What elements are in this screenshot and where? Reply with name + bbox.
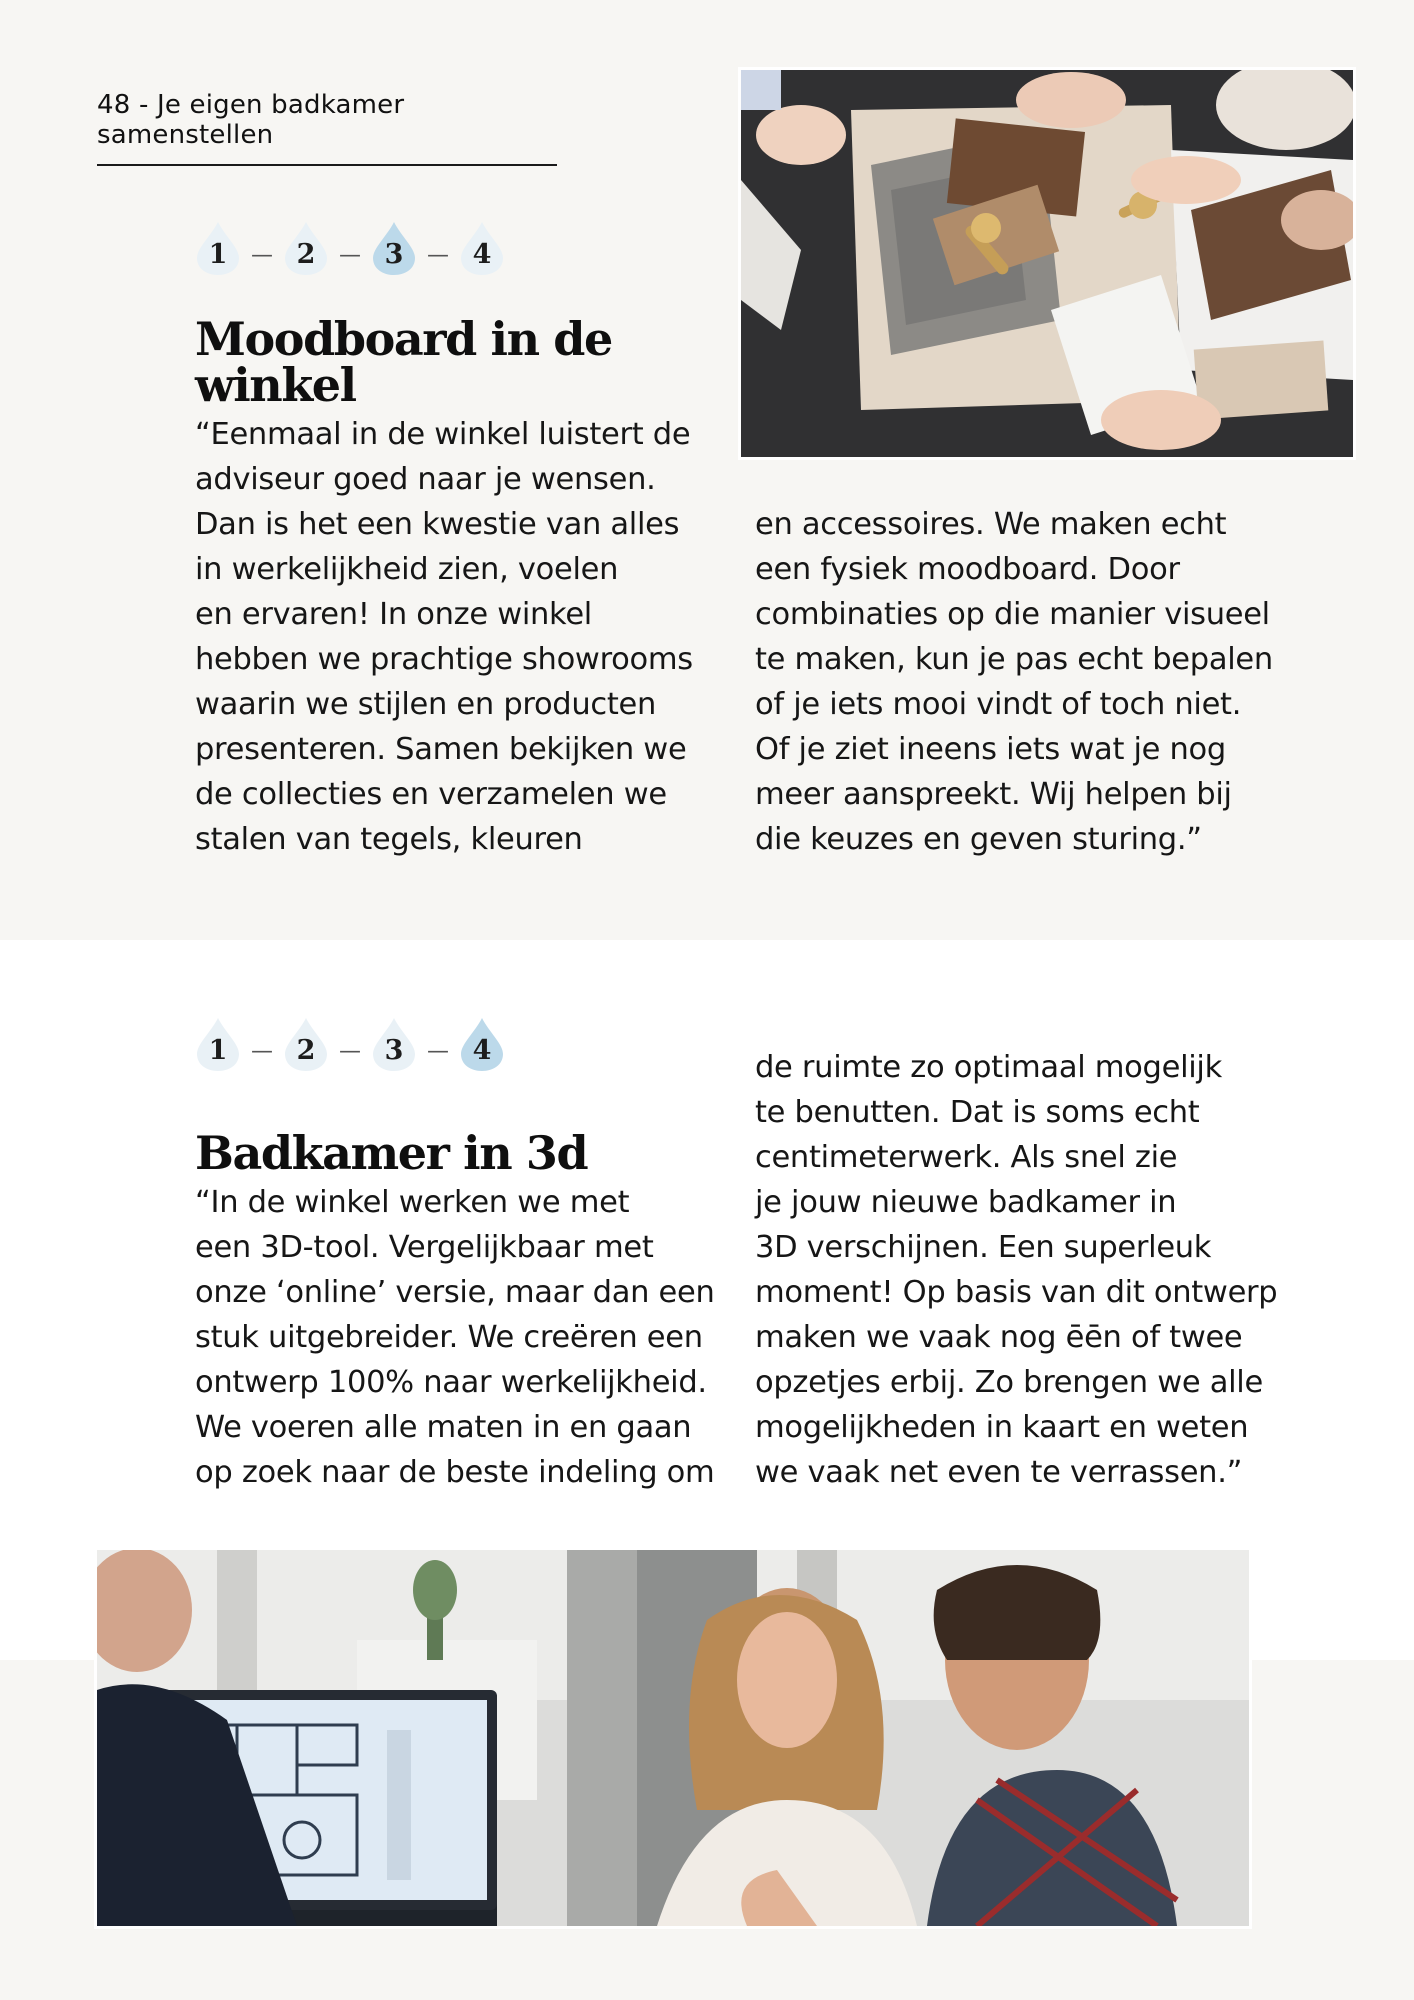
- step-2: [283, 1016, 329, 1072]
- section2-column2: de ruimte zo optimaal mogelijk te benutten. Dat is soms echt centimeterwerk. Als snel zie je jouw nieuwe badkamer in 3D verschijnen. Een superleuk moment! Op basis van dit ontwerp maken we vaak nog ēēn of twee opzetjes erbij. Zo brengen we alle mogelijkheden in kaart en weten we vaak net even te verrassen.”: [755, 1050, 1278, 1490]
- step-number: 4: [472, 1035, 492, 1066]
- step-3: [371, 1016, 417, 1072]
- section1-title-line2: winkel: [195, 358, 356, 412]
- step-3-active: [371, 220, 417, 276]
- showroom-3d-photo: [94, 1547, 1252, 1929]
- step-separator: —: [427, 242, 449, 268]
- section1-title: [195, 312, 612, 412]
- step-indicator-2: [195, 1016, 505, 1072]
- step-separator: —: [339, 242, 361, 268]
- step-separator: —: [339, 1038, 361, 1064]
- step-indicator-1: [195, 220, 505, 276]
- step-number: 3: [384, 239, 404, 270]
- step-number: 2: [296, 1035, 316, 1066]
- step-2: [283, 220, 329, 276]
- step-separator: —: [251, 242, 273, 268]
- page-header: 48 - Je eigen badkamer samenstellen: [97, 90, 557, 166]
- section2-column1: “In de winkel werken we met een 3D-tool. Vergelijkbaar met onze ‘online’ versie, maar dan een stuk uitgebreider. We creëren een ontwerp 100% naar werkelijkheid. We voeren alle maten in en gaan op zoek naar de beste indeling om: [195, 1185, 715, 1490]
- showroom-illustration: [97, 1550, 1249, 1926]
- section1-column2: en accessoires. We maken echt een fysiek moodboard. Door combinaties op die manier visueel te maken, kun je pas echt bepalen of je iets mooi vindt of toch niet. Of je ziet ineens iets wat je nog meer aanspreekt. Wij helpen bij die keuzes en geven sturing.”: [755, 507, 1273, 857]
- section1-title-line1: Moodboard in de: [195, 312, 612, 366]
- step-separator: —: [427, 1038, 449, 1064]
- step-number: 3: [384, 1035, 404, 1066]
- moodboard-illustration: [741, 70, 1353, 457]
- section2-title: Badkamer in 3d: [195, 1126, 588, 1180]
- step-separator: —: [251, 1038, 273, 1064]
- step-1: [195, 220, 241, 276]
- step-number: 1: [208, 239, 228, 270]
- step-1: [195, 1016, 241, 1072]
- step-number: 1: [208, 1035, 228, 1066]
- moodboard-photo: [738, 67, 1356, 460]
- step-4-active: [459, 1016, 505, 1072]
- section1-column1: “Eenmaal in de winkel luistert de adviseur goed naar je wensen. Dan is het een kwestie van alles in werkelijkheid zien, voelen en ervaren! In onze winkel hebben we prachtige showrooms waarin we stijlen en producten presenteren. Samen bekijken we de collecties en verzamelen we stalen van tegels, kleuren: [195, 417, 693, 857]
- step-4: [459, 220, 505, 276]
- step-number: 2: [296, 239, 316, 270]
- step-number: 4: [472, 239, 492, 270]
